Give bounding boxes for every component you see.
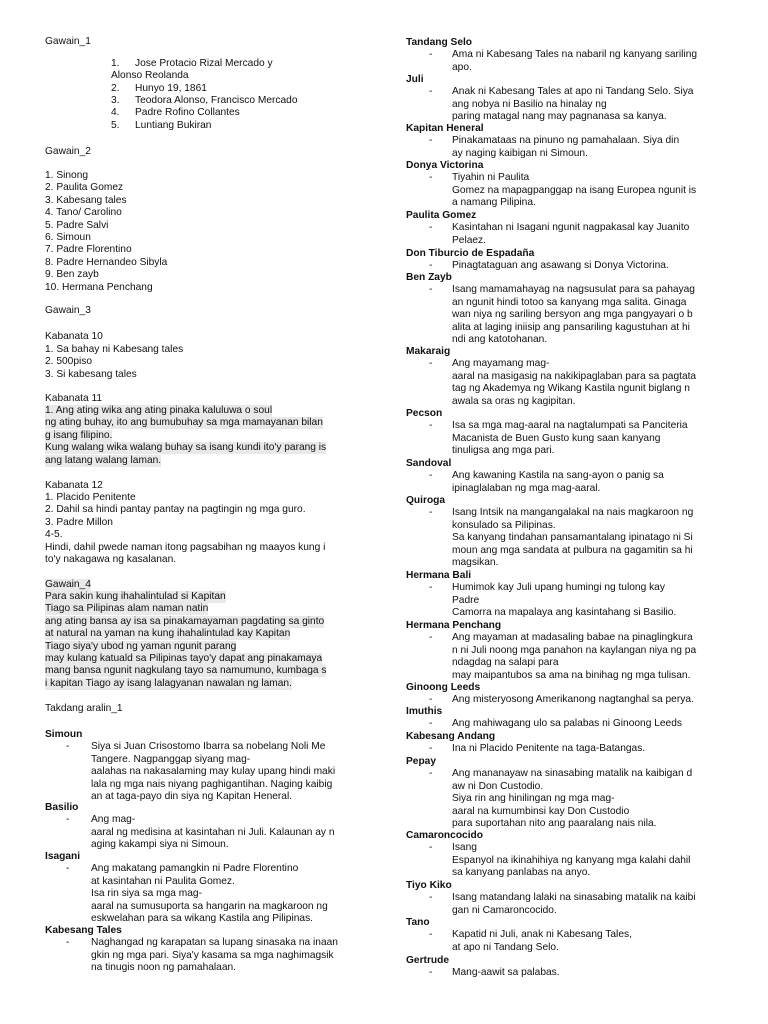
character-description: Mang-aawit sa palabas.	[452, 967, 560, 979]
character-description: Siya si Juan Crisostomo Ibarra sa nobelang Noli Me	[91, 741, 326, 753]
essay-line: mang bansa ngunit nagkulang tayo sa namumuno, kumbaga s	[45, 665, 327, 677]
list-item: 5. Padre Salvi	[45, 219, 109, 231]
character-description: at apo ni Tandang Selo.	[452, 941, 559, 953]
character-description: konsulado sa Pilipinas.	[452, 519, 556, 531]
list-item: 6. Simoun	[45, 232, 91, 243]
character-description: ipinaglalaban ng mga mag-aaral.	[452, 482, 601, 494]
character-description: Kapatid ni Juli, anak ni Kabesang Tales,	[452, 929, 632, 941]
list-item: Hunyo 19, 1861	[135, 83, 207, 94]
character-description: aaral na kumumbinsi kay Don Custodio	[452, 805, 630, 817]
character-description: Isang matandang lalaki na sinasabing matalik na kaibi	[452, 892, 696, 904]
character-description: Padre	[452, 594, 480, 606]
character-description: moun ang mga sandata at pulbura na gagamitin sa hi	[452, 544, 693, 556]
character-name: Makaraig	[406, 346, 451, 357]
character-name: Sandoval	[406, 458, 452, 469]
character-description: aaral na masigasig na nakikipaglaban para sa pagtata	[452, 370, 697, 382]
list-dash: -	[429, 632, 433, 644]
list-dash: -	[66, 814, 70, 826]
character-description: sa kanyang panlabas na anyo.	[452, 867, 591, 879]
character-description: aging kakampi siya ni Simoun.	[91, 839, 229, 851]
character-description: aaral ng medisina at kasintahan ni Juli. Kalaunan ay n	[91, 826, 335, 838]
character-description: Isa sa mga mag-aaral na nagtalumpati sa Panciteria	[452, 420, 688, 432]
character-description: gkin ng mga pari. Siya'y kasama sa mga naghimagsik	[91, 949, 334, 961]
character-name: Paulita Gomez	[406, 210, 477, 221]
essay-line: ang ating bansa ay isa sa pinakamayaman pagdating sa ginto	[45, 615, 325, 627]
section-title: Gawain_3	[45, 305, 91, 316]
character-name: Isagani	[45, 851, 81, 862]
list-dash: -	[429, 420, 433, 432]
character-description: Pelaez.	[452, 234, 486, 246]
list-dash: -	[429, 929, 433, 941]
chapter-title: Kabanata 10	[45, 331, 103, 342]
essay-line: Para sakin kung ihahalintulad si Kapitan	[45, 591, 226, 602]
character-name: Tandang Selo	[406, 37, 473, 48]
character-name: Gertrude	[406, 955, 450, 966]
answer-line: ng ating buhay, ito ang bumubuhay sa mga mamayanan bilan	[45, 417, 323, 429]
character-name: Hermana Penchang	[406, 620, 502, 631]
list-dash: -	[429, 172, 433, 184]
list-item: Luntiang Bukiran	[135, 120, 212, 131]
list-dash: -	[429, 768, 433, 780]
list-dash: -	[429, 284, 433, 296]
character-description: Macanista de Buen Gusto kung saan kanyang	[452, 432, 661, 444]
chapter-title: Kabanata 11	[45, 393, 103, 404]
section-title: Takdang aralin_1	[45, 703, 123, 714]
answer-line: 1. Placido Penitente	[45, 492, 136, 503]
character-description: Tiyahin ni Paulita	[452, 172, 530, 184]
essay-line: may kulang katuald sa Pilipinas tayo'y dapat ang pinakamaya	[45, 653, 323, 664]
answer-line: ang latang walang laman.	[45, 454, 162, 466]
character-description: Ang kawaning Kastila na sang-ayon o panig sa	[452, 470, 664, 482]
list-dash: -	[429, 842, 433, 854]
list-dash: -	[429, 507, 433, 519]
list-item: 3. Kabesang tales	[45, 194, 127, 206]
character-description: Camorra na mapalaya ang kasintahang si Basilio.	[452, 607, 677, 619]
character-description: para suportahan nito ang paaralang nais nila.	[452, 818, 657, 829]
character-description: Ina ni Placido Penitente na taga-Batangas.	[452, 743, 646, 755]
answer-line: Hindi, dahil pwede naman itong pagsabihan ng maayos kung i	[45, 541, 326, 553]
character-name: Juli	[406, 74, 424, 85]
character-description: magsikan.	[452, 557, 499, 568]
character-name: Ginoong Leeds	[406, 682, 481, 693]
list-dash: -	[429, 260, 433, 272]
list-dash: -	[429, 49, 433, 61]
character-description: an at taga-payo din siya ng Kapitan Heneral.	[91, 791, 293, 802]
character-description: ang nobya ni Basilio na hinalay ng	[452, 98, 607, 110]
character-name: Tano	[406, 917, 430, 928]
section-title: Gawain_4	[45, 579, 91, 590]
character-description: Tangere. Nagpanggap siyang mag-	[91, 753, 251, 765]
character-name: Hermana Bali	[406, 570, 472, 581]
character-description: awala sa oras ng kagipitan.	[452, 395, 576, 407]
list-item: 9. Ben zayb	[45, 269, 99, 281]
character-description: aw ni Don Custodio.	[452, 780, 544, 792]
character-description: Ang mayaman at madasaling babae na pinaglingkura	[452, 632, 693, 644]
list-item: Jose Protacio Rizal Mercado y	[135, 58, 273, 69]
character-description: Pinakamataas na pinuno ng pamahalaan. Siya din	[452, 135, 680, 147]
character-name: Pecson	[406, 408, 443, 419]
list-dash: -	[66, 741, 70, 753]
list-dash: -	[429, 694, 433, 706]
character-description: Ang makatang pamangkin ni Padre Florentino	[91, 863, 299, 875]
chapter-title: Kabanata 12	[45, 480, 103, 491]
list-number: 4.	[111, 107, 120, 118]
character-description: a namang Pilipina.	[452, 197, 536, 209]
answer-line: 3. Si kabesang tales	[45, 368, 137, 380]
character-description: na tinugis noon ng pamahalaan.	[91, 962, 237, 974]
list-dash: -	[429, 582, 433, 594]
character-name: Camaroncocido	[406, 830, 483, 841]
character-name: Kabesang Tales	[45, 925, 122, 936]
list-dash: -	[429, 222, 433, 234]
list-item: 10. Hermana Penchang	[45, 281, 153, 293]
list-item: Padre Rofino Collantes	[135, 107, 240, 118]
list-item: 1. Sinong	[45, 170, 89, 181]
answer-line: 1. Ang ating wika ang ating pinaka kaluluwa o soul	[45, 405, 273, 416]
character-description: an ngunit hindi totoo sa kanyang mga salita. Ginaga	[452, 296, 687, 308]
character-description: wan niya ng sariling bersyon ang mga pangyayari o b	[452, 309, 693, 321]
character-description: Gomez na mapagpanggap na isang Europea ngunit is	[452, 184, 697, 196]
character-description: lala ng mga nais niyang paghigantihan. Naging kaibig	[91, 778, 333, 790]
answer-line: 1. Sa bahay ni Kabesang tales	[45, 344, 184, 355]
character-name: Don Tiburcio de Espadaña	[406, 248, 535, 259]
character-description: alita at laging iniisip ang pansariling kagustuhan at hi	[452, 321, 690, 333]
list-dash: -	[429, 743, 433, 755]
character-description: Ang mahiwagang ulo sa palabas ni Ginoong Leeds	[452, 718, 682, 730]
essay-line: Tiago sa Pilipinas alam naman natin	[45, 603, 209, 615]
character-name: Quiroga	[406, 495, 446, 506]
character-name: Imuthis	[406, 706, 443, 717]
character-description: Sa kanyang tindahan pansamantalang ipinatago ni Si	[452, 532, 693, 544]
character-description: gan ni Camaroncocido.	[452, 904, 557, 916]
list-number: 2.	[111, 83, 120, 94]
list-item: 4. Tano/ Carolino	[45, 207, 122, 219]
answer-line: 2. Dahil sa hindi pantay pantay na pagtingin ng mga guro.	[45, 504, 306, 516]
list-dash: -	[66, 863, 70, 875]
essay-line: at natural na yaman na kung ihahalintulad kay Kapitan	[45, 628, 291, 640]
character-description: Ang mayamang mag-	[452, 358, 550, 370]
character-description: Isang Intsik na mangangalakal na nais magkaroon ng	[452, 507, 694, 519]
essay-line: i kapitan Tiago ay isang lalagyanan nawalan ng laman.	[45, 677, 292, 689]
character-description: Ang misteryosong Amerikanong nagtanghal sa perya.	[452, 694, 694, 706]
character-description: Humimok kay Juli upang humingi ng tulong kay	[452, 582, 665, 594]
character-description: Espanyol na ikinahihiya ng kanyang mga kalahi dahil	[452, 854, 691, 866]
character-name: Kapitan Heneral	[406, 123, 484, 134]
character-description: Ang mananayaw na sinasabing matalik na kaibigan d	[452, 768, 693, 780]
character-description: at kasintahan ni Paulita Gomez.	[91, 875, 235, 887]
character-description: paring matagal nang may pagnanasa sa kanya.	[452, 111, 667, 123]
list-dash: -	[429, 892, 433, 904]
answer-line: 3. Padre Millon	[45, 516, 113, 528]
list-dash: -	[429, 967, 433, 979]
character-description: ndagdag na salapi para	[452, 657, 559, 669]
list-dash: -	[429, 86, 433, 98]
character-description: Pinagtataguan ang asawang si Donya Victorina.	[452, 260, 669, 272]
character-description: eskwelahan para sa wikang Kastila ang Pilipinas.	[91, 913, 313, 924]
character-description: Naghangad ng karapatan sa lupang sinasaka na inaan	[91, 937, 338, 949]
character-description: ay naging kaibigan ni Simoun.	[452, 147, 588, 159]
character-description: tinuligsa ang mga pari.	[452, 445, 555, 457]
character-description: n ni Juli noong mga panahon na kaylangan niya ng pa	[452, 644, 697, 656]
character-description: Kasintahan ni Isagani ngunit nagpakasal kay Juanito	[452, 222, 690, 234]
character-description: aalahas na nakasalaming may kulay upang hindi maki	[91, 766, 336, 778]
character-description: tag ng Akademya ng Wikang Kastila ngunit biglang n	[452, 383, 690, 395]
character-name: Basilio	[45, 802, 79, 813]
answer-line: to'y nakagawa ng kasalanan.	[45, 554, 177, 565]
list-dash: -	[429, 718, 433, 730]
list-item: 8. Padre Hernandeo Sibyla	[45, 256, 168, 268]
character-description: may maipantubos sa ama na binihag ng mga tulisan.	[452, 669, 691, 681]
character-description: Ang mag-	[91, 814, 136, 826]
list-number: 5.	[111, 120, 120, 131]
list-item: 2. Paulita Gomez	[45, 182, 124, 194]
character-description: Isang mamamahayag na nagsusulat para sa pahayag	[452, 284, 695, 296]
character-description: apo.	[452, 61, 472, 73]
character-description: Ama ni Kabesang Tales na nabaril ng kanyang sariling	[452, 49, 698, 61]
character-name: Simoun	[45, 729, 83, 740]
list-dash: -	[429, 358, 433, 370]
list-dash: -	[429, 470, 433, 482]
character-description: Isang	[452, 842, 477, 854]
section-title: Gawain_2	[45, 146, 91, 157]
list-item: Teodora Alonso, Francisco Mercado	[135, 95, 298, 106]
list-item: 7. Padre Florentino	[45, 244, 132, 256]
essay-line: Tiago siya'y ubod ng yaman ngunit parang	[45, 640, 237, 652]
character-description: aaral na sumusuporta sa hangarin na magkaroon ng	[91, 900, 328, 912]
list-item: Alonso Reolanda	[111, 70, 189, 81]
character-name: Pepay	[406, 756, 437, 767]
answer-line: 4-5.	[45, 529, 63, 541]
answer-line: Kung walang wika walang buhay sa isang kundi ito'y parang is	[45, 442, 327, 454]
section-title: Gawain_1	[45, 36, 91, 47]
character-description: Isa rin siya sa mga mag-	[91, 888, 202, 900]
answer-line: g isang filipino.	[45, 429, 113, 441]
answer-line: 2. 500piso	[45, 356, 93, 368]
character-name: Ben Zayb	[406, 272, 452, 283]
character-description: Siya rin ang hinilingan ng mga mag-	[452, 793, 615, 805]
list-number: 3.	[111, 95, 120, 106]
character-description: Anak ni Kabesang Tales at apo ni Tandang Selo. Siya	[452, 86, 694, 98]
list-dash: -	[429, 135, 433, 147]
character-description: ndi ang katotohanan.	[452, 334, 548, 345]
list-number: 1.	[111, 58, 120, 69]
character-name: Kabesang Andang	[406, 731, 496, 742]
character-name: Donya Victorina	[406, 160, 484, 171]
list-dash: -	[66, 937, 70, 949]
character-name: Tiyo Kiko	[406, 880, 452, 891]
